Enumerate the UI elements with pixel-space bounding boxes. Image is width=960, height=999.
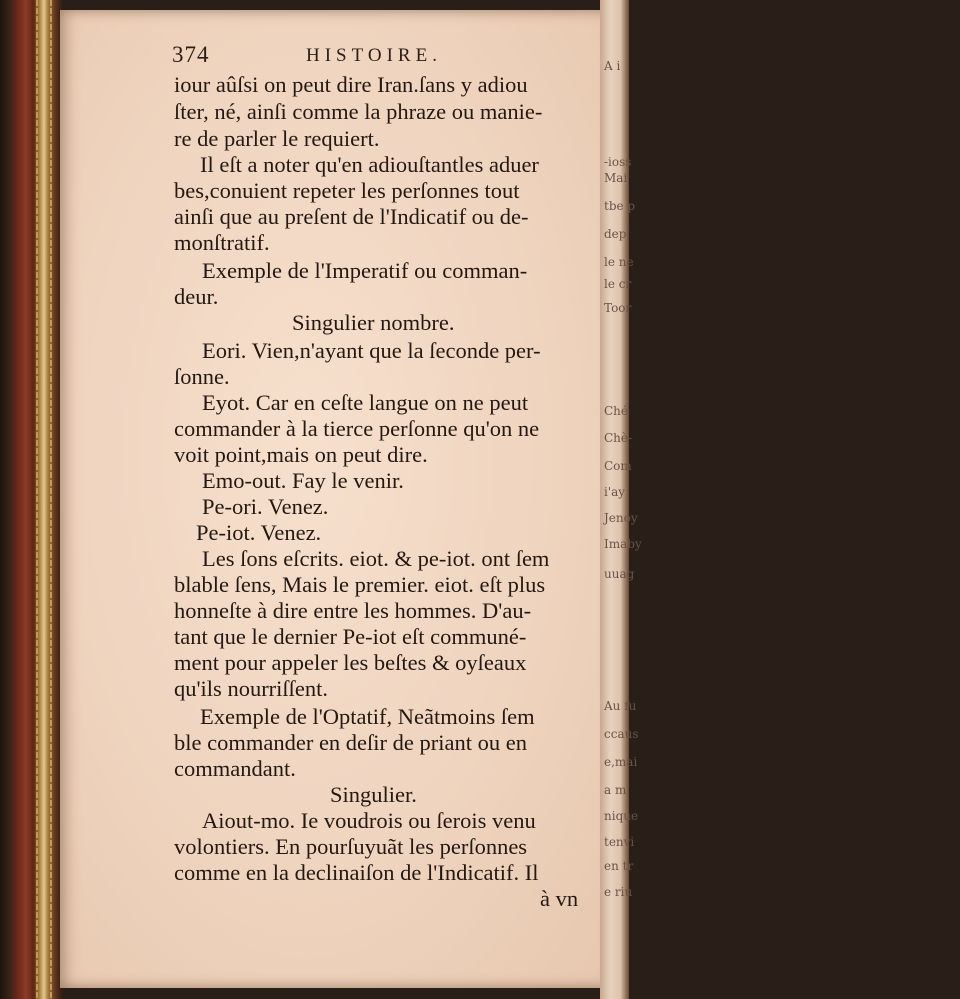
facing-page-fragment: Ché <box>604 404 629 418</box>
section-heading-singulier-nombre: Singulier nombre. <box>292 310 455 335</box>
text-line-7: monſtratif. <box>174 230 270 255</box>
page-header <box>172 42 592 76</box>
facing-page-fragment: tenvi <box>604 835 635 849</box>
text-line-19: Les ſons eſcrits. eiot. & pe-iot. ont ſem <box>202 546 550 571</box>
text-line-14: commander à la tierce perſonne qu'on ne <box>174 416 540 441</box>
facing-page-fragment: dep <box>604 227 627 241</box>
facing-page-fragment: Chè- <box>604 431 633 445</box>
text-line-1: iour aûſsi on peut dire Iran.ſans y adiou <box>174 72 528 97</box>
text-line-20: blable ſens, Mais le premier. eiot. eſt plus <box>174 572 546 597</box>
facing-page-fragment: Jenoy <box>604 511 638 525</box>
facing-page-fragment: e,mai <box>604 755 638 769</box>
text-line-6: ainſi que au preſent de l'Indicatif ou de- <box>174 204 529 229</box>
page-number: 374 <box>172 42 210 67</box>
text-line-30: volontiers. En pourſuyuãt les perſonnes <box>174 834 528 859</box>
text-line-13: Eyot. Car en ceſte langue on ne peut <box>202 390 529 415</box>
text-line-5: bes,conuient repeter les perſonnes tout <box>174 178 520 203</box>
text-line-29: Aiout-mo. Ie voudrois ou ſerois venu <box>202 808 536 833</box>
text-line-26: ble commander en deſir de priant ou en <box>174 730 527 755</box>
facing-page-fragment: Au fu <box>604 699 637 713</box>
facing-page-fragment: A i <box>604 59 621 73</box>
text-line-23: ment pour appeler les beſtes & oyſeaux <box>174 650 527 675</box>
book-binding <box>0 0 64 999</box>
facing-page-fragment: -ioss <box>604 155 632 169</box>
text-line-22: tant que le dernier Pe-iot eſt communé- <box>174 624 527 649</box>
text-line-3: re de parler le requiert. <box>174 126 380 151</box>
text-line-8: Exemple de l'Imperatif ou comman- <box>202 258 528 283</box>
text-line-9: deur. <box>174 284 219 309</box>
catchword: à vn <box>540 886 579 911</box>
text-line-2: ſter, né, ainſi comme la phraze ou manie- <box>174 99 543 124</box>
facing-page-fragment: ccaus <box>604 727 639 741</box>
facing-page-fragment: uuag <box>604 567 635 581</box>
gilt-tooling <box>36 0 38 999</box>
text-line-11: Eori. Vien,n'ayant que la ſeconde per- <box>202 338 541 363</box>
facing-page-fragment: le ne <box>604 255 634 269</box>
gilt-tooling <box>50 0 52 999</box>
facing-page-fragment: nique <box>604 809 639 823</box>
text-line-24: qu'ils nourriſſent. <box>174 676 329 701</box>
text-line-27: commandant. <box>174 756 296 781</box>
facing-page-fragment: e riu <box>604 885 633 899</box>
text-line-15: voit point,mais on peut dire. <box>174 442 428 467</box>
text-line-4: Il eſt a noter qu'en adiouſtantles aduer <box>200 152 539 177</box>
facing-page-fragment: a m <box>604 783 627 797</box>
text-line-18: Pe-iot. Venez. <box>196 520 322 545</box>
facing-page-fragment: Imaby <box>604 537 642 551</box>
facing-page-fragment: Toor <box>604 301 632 315</box>
running-title: HISTOIRE. <box>306 45 442 66</box>
facing-page-fragment: Mai <box>604 171 628 185</box>
facing-page-fragment: en tr <box>604 859 634 873</box>
section-heading-singulier: Singulier. <box>330 782 417 807</box>
facing-page-fragment: tbe p <box>604 199 636 213</box>
text-line-16: Emo-out. Fay le venir. <box>202 468 404 493</box>
text-line-17: Pe-ori. Venez. <box>202 494 329 519</box>
text-line-21: honneſte à dire entre les hommes. D'au- <box>174 598 532 623</box>
facing-page-fragment: le cr <box>604 277 632 291</box>
text-line-31: comme en la declinaiſon de l'Indicatif. Il <box>174 860 539 885</box>
facing-page-fragment: Com <box>604 459 632 473</box>
facing-page-fragment: i'ay <box>604 485 626 499</box>
text-line-25: Exemple de l'Optatif, Neãtmoins ſem <box>200 704 535 729</box>
text-line-12: ſonne. <box>174 364 230 389</box>
